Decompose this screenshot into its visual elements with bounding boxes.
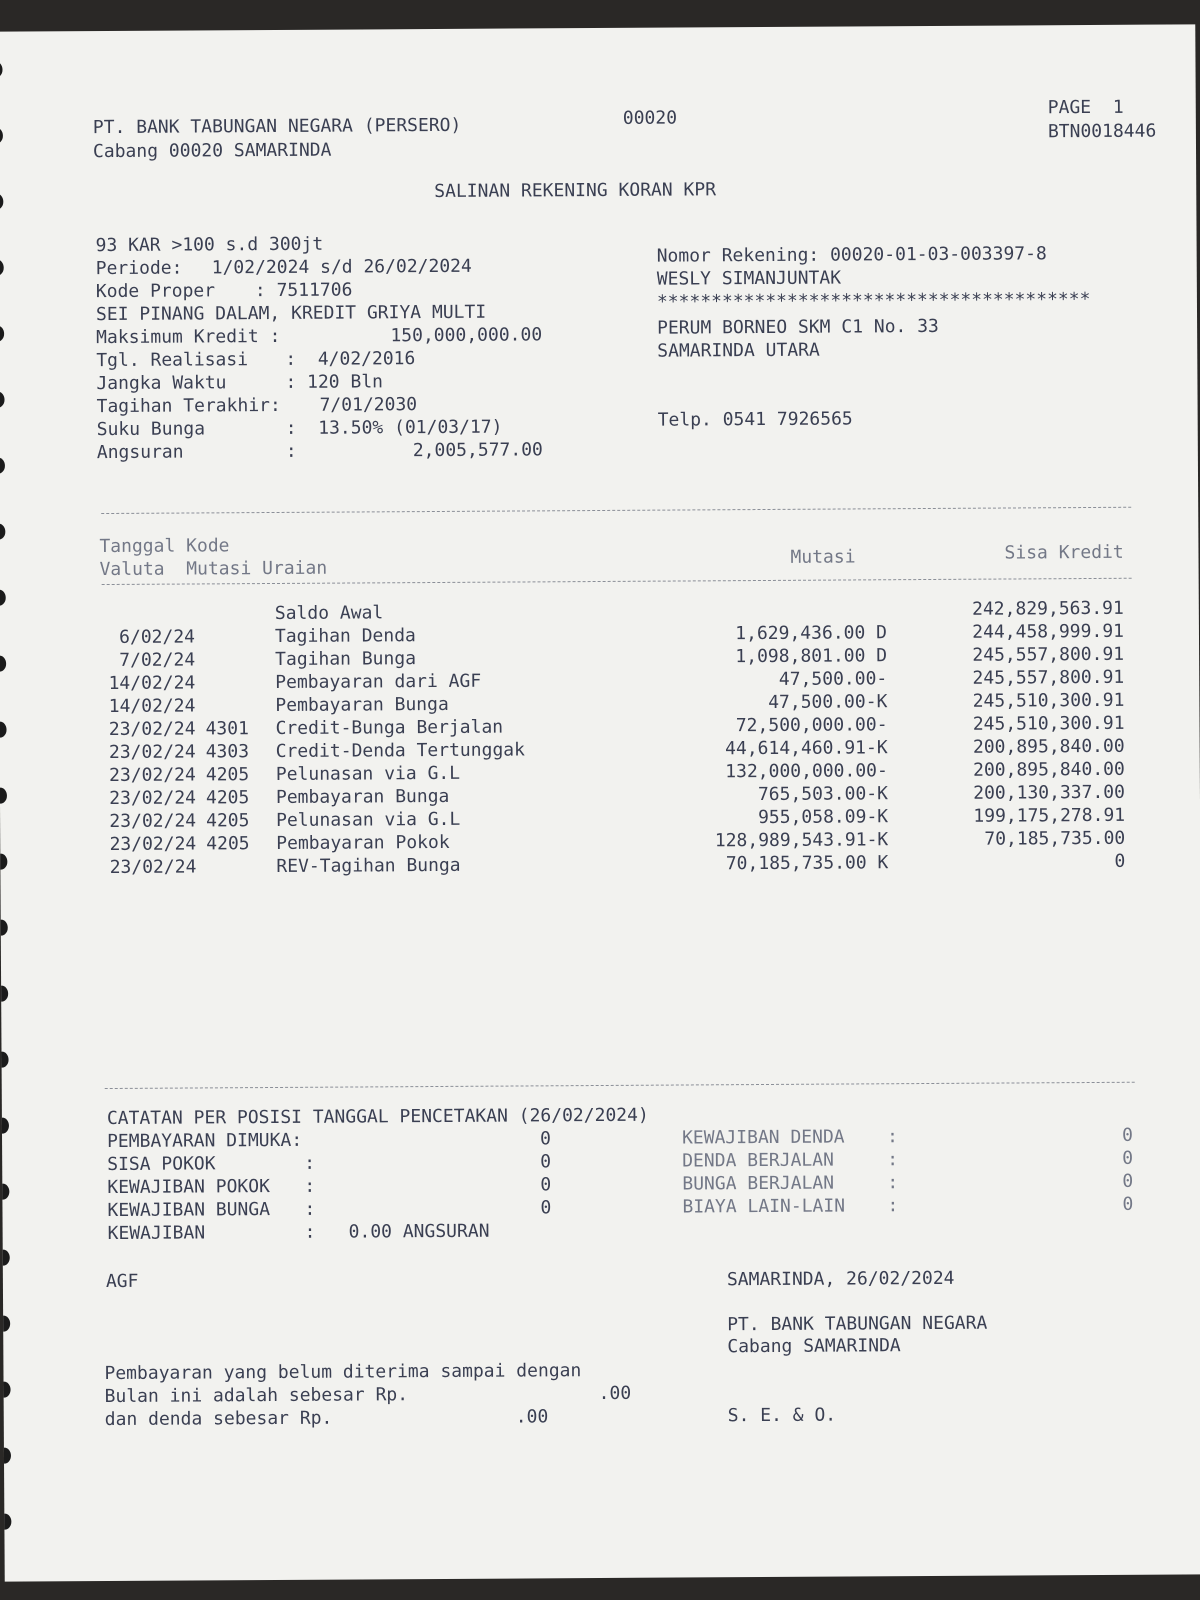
note-label: BIAYA LAIN-LAIN [682, 1195, 846, 1218]
feed-hole [0, 1316, 10, 1332]
row-mutasi: 1,098,801.00 D [735, 645, 888, 668]
row-date: 14/02/24 [108, 672, 196, 694]
col-valuta-mutasi-uraian: Valuta Mutasi Uraian [99, 557, 328, 581]
row-mutasi: 765,503.00-K [757, 783, 889, 806]
row-description: Pembayaran dari AGF [275, 670, 482, 693]
customer-name: WESLY SIMANJUNTAK [656, 267, 842, 290]
periode-label: Periode: [95, 257, 183, 280]
unpaid-value: .00 [598, 1382, 632, 1405]
row-date: 23/02/24 [108, 718, 196, 740]
statement-paper [0, 24, 1200, 1581]
note-value: 0 [540, 1174, 552, 1196]
suku-bunga-value: : 13.50% (01/03/17) [285, 416, 503, 439]
row-mutasi: 44,614,460.91-K [725, 737, 888, 760]
feed-hole [0, 194, 3, 210]
note-label: KEWAJIBAN BUNGA [107, 1199, 271, 1222]
divider [101, 507, 1131, 514]
row-description: Pembayaran Bunga [275, 693, 449, 716]
tagihan-terakhir-label: Tagihan Terakhir: [96, 394, 281, 418]
row-sisa-kredit: 245,557,800.91 [972, 666, 1125, 689]
row-description: Saldo Awal [274, 602, 384, 624]
row-description: Tagihan Bunga [275, 648, 417, 670]
feed-hole [0, 1184, 9, 1200]
note-colon: : [887, 1195, 899, 1217]
row-description: Pembayaran Bunga [275, 785, 450, 808]
feed-hole [0, 920, 8, 936]
note-value: 0 [540, 1197, 552, 1219]
row-mutasi: 47,500.00- [778, 668, 888, 690]
row-code: 4205 [205, 787, 250, 809]
feed-hole [0, 986, 8, 1002]
jangka-waktu-label: Jangka Waktu [96, 372, 227, 395]
angsuran-colon: : [285, 440, 297, 462]
divider [105, 1082, 1135, 1089]
note-value: 0 [540, 1151, 552, 1173]
unpaid-line-1: Pembayaran yang belum diterima sampai dengan [104, 1360, 582, 1385]
row-sisa-kredit: 200,895,840.00 [972, 735, 1125, 758]
row-date [99, 602, 195, 603]
row-sisa-kredit: 244,458,999.91 [972, 620, 1125, 643]
row-date: 23/02/24 [109, 810, 197, 832]
note-colon: : [887, 1172, 899, 1194]
note-colon: : [304, 1198, 316, 1220]
feed-hole [0, 1382, 11, 1398]
telephone: Telp. 0541 7926565 [657, 408, 853, 431]
row-description: Credit-Bunga Berjalan [275, 716, 504, 739]
row-mutasi: 47,500.00-K [768, 691, 888, 713]
maks-kredit-label: Maksimum Kredit : [96, 325, 281, 349]
branch-short-name: Cabang SAMARINDA [727, 1335, 901, 1358]
feed-hole [0, 1514, 11, 1530]
row-date: 23/02/24 [109, 833, 197, 855]
bank-name: PT. BANK TABUNGAN NEGARA (PERSERO) [92, 114, 462, 139]
document-number: BTN0018446 [1047, 120, 1157, 143]
project-name: SEI PINANG DALAM, KREDIT GRIYA MULTI [95, 301, 487, 326]
row-sisa-kredit: 242,829,563.91 [972, 597, 1124, 620]
kewajiban-value: 0.00 ANGSURAN [348, 1220, 490, 1243]
document-title: SALINAN REKENING KORAN KPR [434, 179, 717, 203]
masked-line: **************************************** [656, 288, 1091, 313]
note-value: 0 [1122, 1147, 1134, 1169]
product-name: 93 KAR >100 s.d 300jt [95, 233, 324, 257]
feed-hole [0, 1052, 9, 1068]
tgl-realisasi-value: : 4/02/2016 [285, 348, 416, 370]
row-date: 7/02/24 [119, 649, 196, 671]
row-sisa-kredit: 245,510,300.91 [972, 689, 1125, 712]
kewajiban-label: KEWAJIBAN [107, 1222, 206, 1245]
feed-hole [0, 1118, 9, 1134]
address-line-2: SAMARINDA UTARA [657, 339, 820, 362]
tagihan-terakhir-value: 7/01/2030 [319, 394, 418, 416]
row-description: Pembayaran Pokok [276, 831, 450, 854]
note-colon: : [886, 1126, 898, 1148]
row-sisa-kredit: 200,130,337.00 [973, 781, 1126, 804]
jangka-waktu-value: : 120 Bln [285, 371, 384, 393]
suku-bunga-label: Suku Bunga [96, 418, 206, 441]
feed-hole [0, 260, 4, 276]
row-mutasi: 128,989,543.91-K [714, 829, 889, 852]
row-date: 6/02/24 [119, 626, 196, 648]
note-label: BUNGA BERJALAN [682, 1172, 835, 1195]
row-sisa-kredit: 200,895,840.00 [973, 758, 1125, 781]
row-sisa-kredit: 0 [1114, 850, 1126, 872]
notes-title: CATATAN PER POSISI TANGGAL PENCETAKAN (26/02/2024) [106, 1104, 649, 1130]
row-mutasi: 132,000,000.00- [725, 760, 888, 783]
row-description: REV-Tagihan Bunga [276, 854, 461, 877]
feed-hole [0, 524, 5, 540]
row-date: 23/02/24 [109, 787, 197, 809]
row-sisa-kredit: 245,557,800.91 [972, 643, 1125, 666]
row-mutasi: 70,185,735.00 K [725, 852, 889, 875]
row-code: 4205 [206, 810, 250, 832]
kode-proper-label: Kode Proper [95, 280, 216, 303]
unpaid-line-2: Bulan ini adalah sebesar Rp. [104, 1384, 409, 1408]
row-date: 23/02/24 [109, 764, 196, 786]
feed-hole [0, 392, 5, 408]
row-date: 14/02/24 [108, 695, 196, 717]
col-sisa-kredit: Sisa Kredit [1004, 541, 1124, 564]
row-code: 4303 [205, 741, 250, 763]
periode-value: 1/02/2024 s/d 26/02/2024 [211, 255, 472, 279]
branch-code: 00020 [622, 107, 678, 129]
row-code: 4301 [205, 718, 249, 740]
note-value: 0 [1122, 1170, 1134, 1192]
row-description: Pelunasan via G.L [276, 808, 461, 831]
row-code: 4205 [206, 833, 250, 855]
note-value: 0 [1121, 1124, 1133, 1146]
note-colon: : [304, 1175, 316, 1197]
feed-hole [0, 62, 3, 78]
row-description: Tagihan Denda [274, 625, 416, 647]
note-label: KEWAJIBAN DENDA [681, 1126, 845, 1149]
angsuran-value: 2,005,577.00 [412, 439, 543, 462]
row-date: 23/02/24 [108, 741, 196, 763]
maks-kredit-value: 150,000,000.00 [390, 324, 543, 347]
col-mutasi: Mutasi [790, 546, 856, 568]
feed-hole [0, 1448, 11, 1464]
branch-name: Cabang 00020 SAMARINDA [92, 139, 332, 163]
row-description: Credit-Denda Tertunggak [275, 739, 525, 762]
address-line-1: PERUM BORNEO SKM C1 No. 33 [657, 315, 939, 339]
row-date: 23/02/24 [109, 856, 197, 878]
denda-value: .00 [515, 1406, 549, 1428]
row-sisa-kredit: 199,175,278.91 [973, 804, 1126, 827]
note-label: KEWAJIBAN POKOK [107, 1176, 270, 1199]
note-label: DENDA BERJALAN [682, 1149, 834, 1172]
agf-label: AGF [105, 1270, 139, 1293]
note-value: 0 [1122, 1193, 1134, 1215]
place-date: SAMARINDA, 26/02/2024 [726, 1267, 955, 1291]
note-label: PEMBAYARAN DIMUKA: [106, 1129, 303, 1153]
row-code: 4205 [205, 764, 250, 786]
note-label: SISA POKOK [107, 1153, 216, 1176]
bank-short-name: PT. BANK TABUNGAN NEGARA [727, 1312, 988, 1336]
col-tanggal-kode: Tanggal Kode [99, 535, 230, 558]
denda-line: dan denda sebesar Rp. [104, 1407, 333, 1431]
feed-hole [0, 1250, 10, 1266]
row-mutasi [649, 598, 887, 599]
note-colon: : [887, 1149, 899, 1171]
feed-hole [0, 326, 4, 342]
page-number: PAGE 1 [1047, 96, 1124, 119]
kode-proper-value: : 7511706 [254, 279, 353, 302]
row-description: Pelunasan via G.L [275, 762, 461, 785]
seo-note: S. E. & O. [727, 1404, 837, 1427]
nomor-rekening: Nomor Rekening: 00020-01-03-003397-8 [656, 243, 1047, 267]
note-value: 0 [539, 1128, 551, 1150]
row-mutasi: 72,500,000.00- [735, 714, 888, 737]
kewajiban-colon: : [304, 1221, 316, 1243]
feed-hole [0, 128, 3, 144]
row-sisa-kredit: 70,185,735.00 [984, 827, 1126, 850]
angsuran-label: Angsuran [96, 441, 184, 464]
feed-hole [0, 458, 5, 474]
row-sisa-kredit: 245,510,300.91 [972, 712, 1125, 735]
row-mutasi: 1,629,436.00 D [735, 622, 888, 645]
note-colon: : [304, 1152, 316, 1174]
row-mutasi: 955,058.09-K [757, 806, 889, 829]
tgl-realisasi-label: Tgl. Realisasi [96, 349, 249, 372]
